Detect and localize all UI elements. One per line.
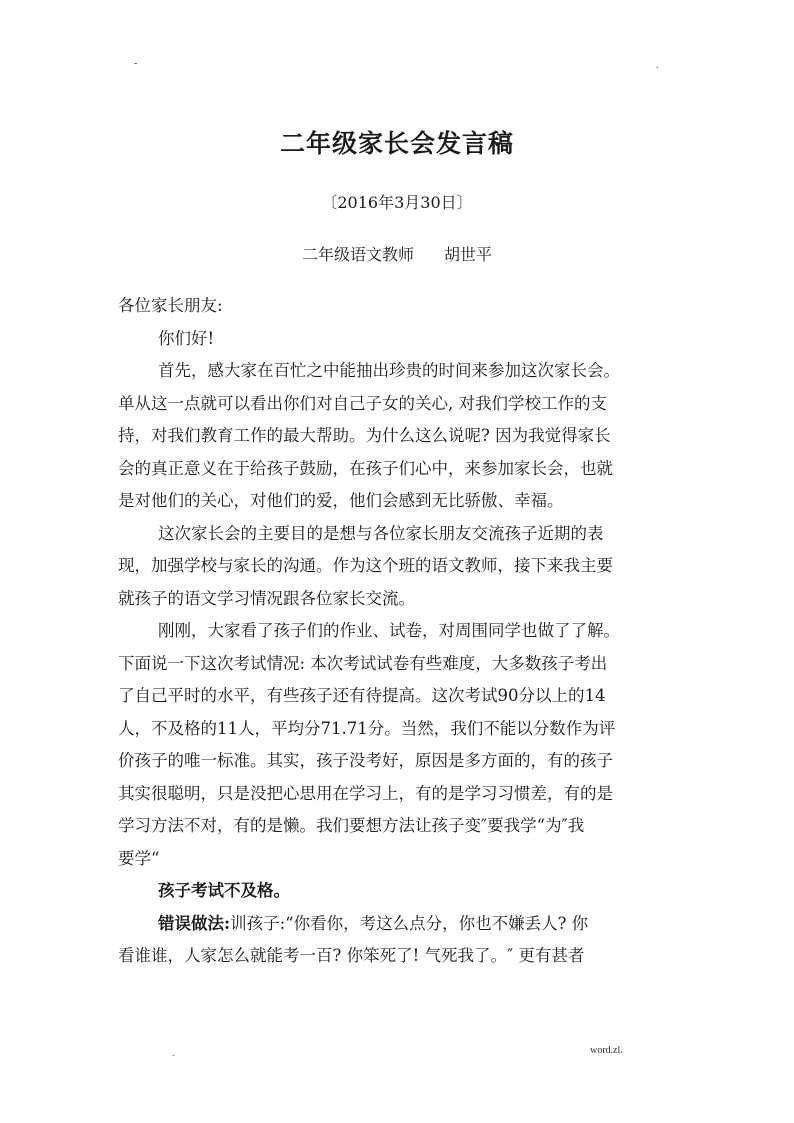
author-role: 二年级语文教师 (301, 245, 414, 264)
text-line: 会的真正意义在于给孩子鼓励，在孩子们心中，来参加家长会，也就 (118, 458, 613, 478)
text-line: 学习方法不对，有的是懒。我们要想方法让孩子变″要我学“为″我 (118, 816, 585, 835)
document-date: 〔2016年3月30日〕 (321, 193, 473, 212)
salutation: 各位家长朋友: (118, 296, 223, 315)
text-line: 这次家长会的主要目的是想与各位家长朋友交流孩子近期的表 (158, 523, 604, 543)
text-line: 人，不及格的11人，平均分71.71分。当然，我们不能以分数作为评 (118, 718, 616, 738)
text-line: 下面说一下这次考试情况: 本次考试试卷有些难度，大多数孩子考出 (118, 653, 608, 673)
text-line: 其实很聪明，只是没把心思用在学习上，有的是学习习惯差，有的是 (118, 783, 613, 803)
text-line: 刚刚，大家看了孩子们的作业、试卷，对周围同学也做了了解。 (158, 621, 620, 640)
text-line: 首先，感大家在百忙之中能抽出珍贵的时间来参加这次家长会。 (158, 361, 620, 380)
text-line: 是对他们的关心，对他们的爱，他们会感到无比骄傲、幸福。 (118, 491, 564, 510)
page-corner-mark-bottom-left: . (172, 1048, 175, 1059)
wrong-approach-line (118, 908, 678, 941)
text-line: 持，对我们教育工作的最大帮助。为什么这么说呢? 因为我觉得家长 (118, 426, 611, 445)
author-name: 胡世平 (444, 245, 493, 264)
wrong-approach-label: 错误做法: (158, 913, 231, 933)
text-line: 就孩子的语文学习情况跟各位家长交流。 (118, 588, 415, 608)
page-corner-mark-top-left: - (134, 58, 138, 69)
text-line: 要学“ (118, 848, 160, 868)
last-text-line: 看谁谁，人家怎么就能考一百? 你笨死了! 气死我了。″ 更有甚者 (118, 946, 585, 965)
text-line: 现，加强学校与家长的沟通。作为这个班的语文教师，接下来我主要 (118, 556, 613, 575)
paragraph-lines (118, 355, 678, 875)
text-line: 价孩子的唯一标准。其实，孩子没考好，原因是多方面的，有的孩子 (118, 751, 613, 770)
page-corner-mark-top-right: . (656, 60, 659, 71)
text-line: 单从这一点就可以看出你们对自己子女的关心, 对我们学校工作的支 (118, 393, 607, 413)
greeting: 你们好! (158, 328, 215, 348)
author-line (0, 242, 794, 265)
footer-label: word.zl. (590, 1045, 623, 1056)
speech-body (118, 290, 678, 973)
wrong-approach-text: 训孩子:“你看你，考这么点分，你也不嫌丢人? 你 (230, 913, 589, 933)
text-line: 了自己平时的水平，有些孩子还有待提高。这次考试90分以上的14 (118, 686, 606, 705)
document-title: 二年级家长会发言稿 (279, 129, 514, 158)
section-heading: 孩子考试不及格。 (158, 881, 290, 900)
